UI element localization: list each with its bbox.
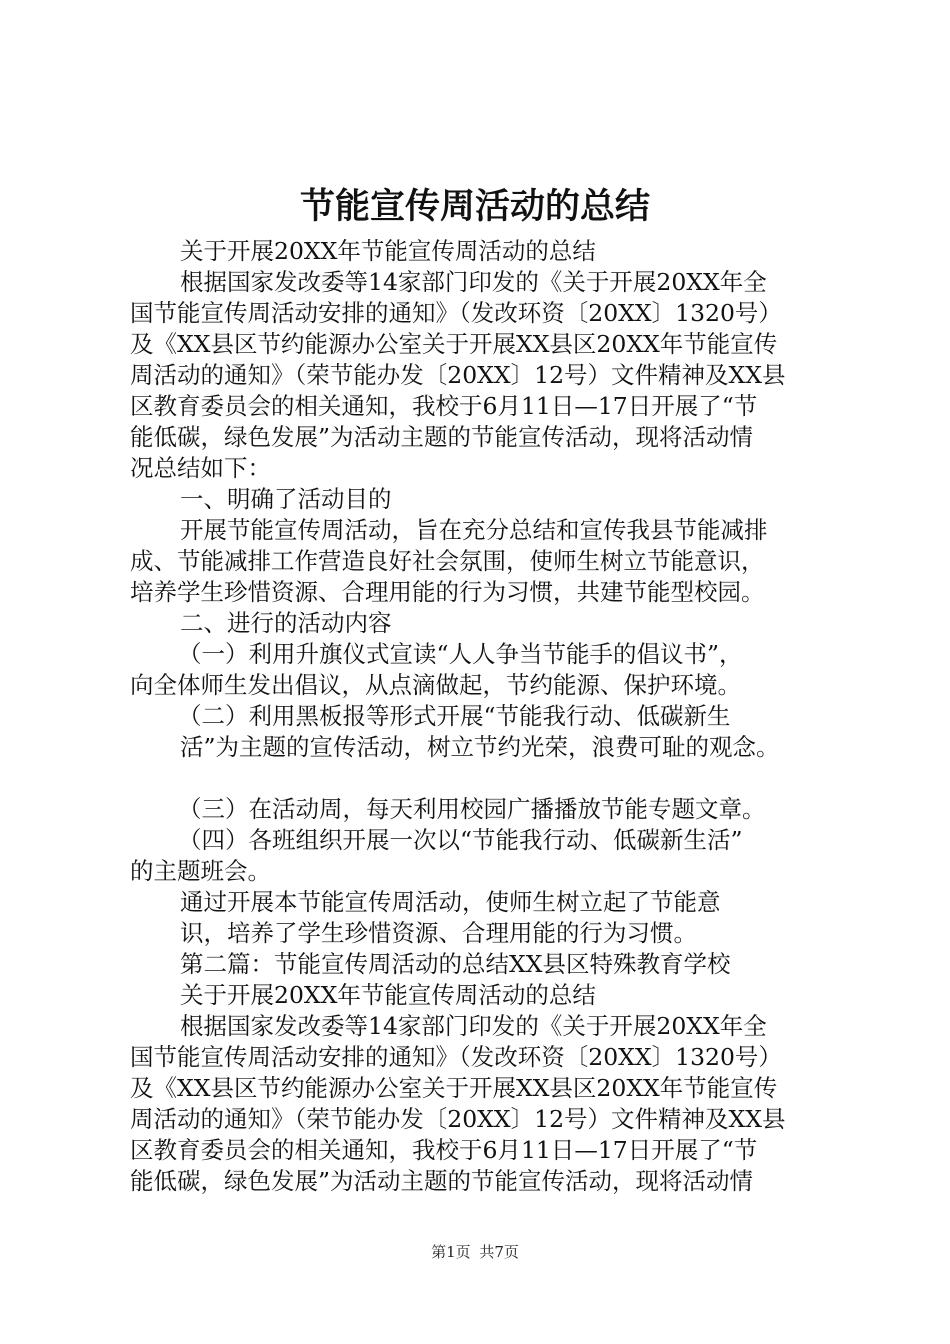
text-line: 培养学生珍惜资源、合理用能的行为习惯，共建节能型校园。 [130,578,765,606]
text-line: 活”为主题的宣传活动，树立节约光荣，浪费可耻的观念。 [180,733,780,761]
section-heading: 一、明确了活动目的 [180,485,392,513]
section-heading: 第二篇：节能宣传周活动的总结XX县区特殊教育学校 [180,950,731,978]
text-line: 国节能宣传周活动安排的通知》（发改环资〔20XX〕1320号） [130,1043,782,1071]
text-line: 成、节能减排工作营造良好社会氛围，使师生树立节能意识， [130,547,765,575]
text-line: 周活动的通知》（荣节能办发〔20XX〕12号）文件精神及XX县 [130,1105,786,1133]
text-line: 能低碳，绿色发展”为活动主题的节能宣传活动，现将活动情 [130,423,754,451]
text-line: 关于开展20XX年节能宣传周活动的总结 [180,237,596,265]
text-line: 及《XX县区节约能源办公室关于开展XX县区20XX年节能宣传 [130,1074,778,1102]
document-body [130,236,830,1197]
text-line: 况总结如下： [130,454,271,482]
text-line: 开展节能宣传周活动，旨在充分总结和宣传我县节能减排 [180,516,768,544]
text-line: 关于开展20XX年节能宣传周活动的总结 [180,981,596,1009]
blank-line [130,763,830,794]
text-line: 根据国家发改委等14家部门印发的《关于开展20XX年全 [180,268,767,296]
text-line: 能低碳，绿色发展”为活动主题的节能宣传活动，现将活动情 [130,1167,754,1195]
document-title: 节能宣传周活动的总结 [299,186,650,227]
text-line: 区教育委员会的相关通知，我校于6月11日—17日开展了“节 [130,1136,758,1164]
text-line: 国节能宣传周活动安排的通知》（发改环资〔20XX〕1320号） [130,299,782,327]
text-line: 向全体师生发出倡议，从点滴做起，节约能源、保护环境。 [130,671,741,699]
text-line: （四）各班组织开展一次以“节能我行动、低碳新生活” [178,826,743,854]
text-line: 通过开展本节能宣传周活动，使师生树立起了节能意 [180,888,721,916]
page-number: 第1页 [431,1243,471,1261]
text-line: 区教育委员会的相关通知，我校于6月11日—17日开展了“节 [130,392,758,420]
text-line: （一）利用升旗仪式宣读“人人争当节能手的倡议书”， [178,640,743,668]
text-line: 及《XX县区节约能源办公室关于开展XX县区20XX年节能宣传 [130,330,778,358]
text-line: 根据国家发改委等14家部门印发的《关于开展20XX年全 [180,1012,767,1040]
text-line: 周活动的通知》（荣节能办发〔20XX〕12号）文件精神及XX县 [130,361,786,389]
text-line: （三）在活动周，每天利用校园广播播放节能专题文章。 [178,795,766,823]
page-footer [0,1241,950,1262]
text-line: 的主题班会。 [130,857,271,885]
text-line: 识，培养了学生珍惜资源、合理用能的行为习惯。 [180,919,697,947]
text-line: （二）利用黑板报等形式开展“节能我行动、低碳新生 [178,702,731,730]
page-total: 共7页 [479,1243,519,1261]
section-heading: 二、进行的活动内容 [180,609,392,637]
